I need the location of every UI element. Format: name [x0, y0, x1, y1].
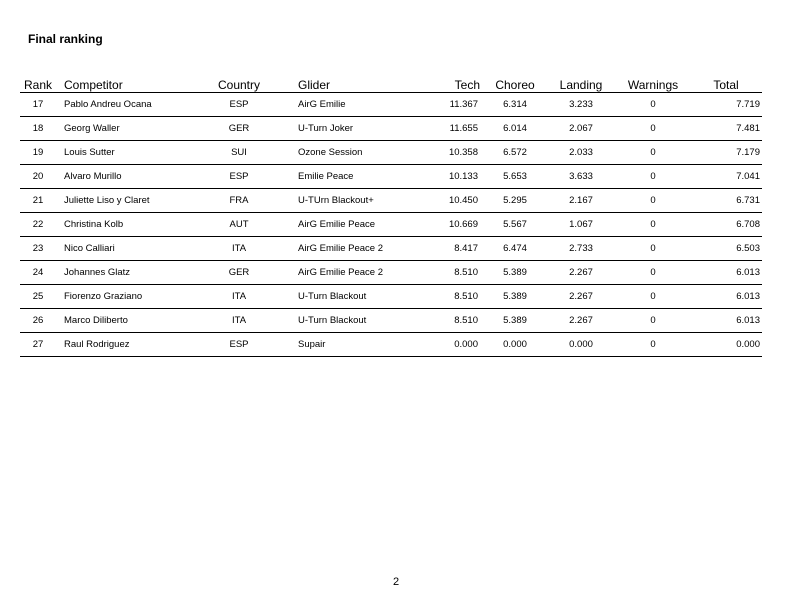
cell-tech: 0.000 [418, 333, 482, 357]
cell-warnings: 0 [614, 93, 692, 117]
cell-total: 0.000 [692, 333, 762, 357]
cell-glider: U-Turn Joker [274, 117, 418, 141]
cell-choreo: 5.295 [482, 189, 548, 213]
cell-country: ITA [204, 285, 274, 309]
table-row [20, 117, 762, 141]
column-header-total: Total [692, 76, 762, 93]
table-row [20, 261, 762, 285]
cell-country: ESP [204, 165, 274, 189]
cell-landing: 0.000 [548, 333, 614, 357]
cell-warnings: 0 [614, 165, 692, 189]
cell-glider: U-Turn Blackout [274, 309, 418, 333]
cell-competitor: Raul Rodriguez [56, 333, 204, 357]
cell-tech: 10.450 [418, 189, 482, 213]
cell-glider: U-TUrn Blackout+ [274, 189, 418, 213]
cell-tech: 10.669 [418, 213, 482, 237]
cell-choreo: 0.000 [482, 333, 548, 357]
cell-choreo: 6.314 [482, 93, 548, 117]
cell-total: 6.708 [692, 213, 762, 237]
cell-landing: 2.267 [548, 285, 614, 309]
column-header-landing: Landing [548, 76, 614, 93]
table-row [20, 189, 762, 213]
cell-rank: 17 [20, 93, 56, 117]
cell-total: 7.179 [692, 141, 762, 165]
column-header-warnings: Warnings [614, 76, 692, 93]
cell-tech: 8.417 [418, 237, 482, 261]
cell-competitor: Christina Kolb [56, 213, 204, 237]
cell-choreo: 6.572 [482, 141, 548, 165]
cell-total: 6.013 [692, 285, 762, 309]
cell-tech: 8.510 [418, 309, 482, 333]
cell-country: GER [204, 261, 274, 285]
cell-competitor: Pablo Andreu Ocana [56, 93, 204, 117]
cell-competitor: Johannes Glatz [56, 261, 204, 285]
cell-glider: U-Turn Blackout [274, 285, 418, 309]
cell-rank: 22 [20, 213, 56, 237]
cell-landing: 2.733 [548, 237, 614, 261]
cell-tech: 10.358 [418, 141, 482, 165]
cell-competitor: Louis Sutter [56, 141, 204, 165]
cell-glider: AirG Emilie Peace [274, 213, 418, 237]
table-row [20, 213, 762, 237]
column-header-glider: Glider [274, 76, 418, 93]
table-row [20, 237, 762, 261]
cell-landing: 2.267 [548, 261, 614, 285]
cell-tech: 8.510 [418, 261, 482, 285]
cell-rank: 21 [20, 189, 56, 213]
cell-rank: 27 [20, 333, 56, 357]
cell-landing: 2.167 [548, 189, 614, 213]
cell-landing: 3.233 [548, 93, 614, 117]
cell-choreo: 6.474 [482, 237, 548, 261]
column-header-rank: Rank [20, 76, 56, 93]
cell-landing: 2.033 [548, 141, 614, 165]
cell-glider: Emilie Peace [274, 165, 418, 189]
cell-country: ESP [204, 93, 274, 117]
cell-tech: 8.510 [418, 285, 482, 309]
cell-total: 6.731 [692, 189, 762, 213]
table-row [20, 93, 762, 117]
column-header-choreo: Choreo [482, 76, 548, 93]
cell-total: 7.481 [692, 117, 762, 141]
cell-warnings: 0 [614, 213, 692, 237]
cell-warnings: 0 [614, 333, 692, 357]
cell-choreo: 5.389 [482, 285, 548, 309]
cell-country: AUT [204, 213, 274, 237]
cell-rank: 25 [20, 285, 56, 309]
cell-glider: AirG Emilie [274, 93, 418, 117]
table-row [20, 309, 762, 333]
cell-country: ITA [204, 309, 274, 333]
cell-competitor: Fiorenzo Graziano [56, 285, 204, 309]
cell-rank: 20 [20, 165, 56, 189]
cell-warnings: 0 [614, 117, 692, 141]
cell-glider: Supair [274, 333, 418, 357]
cell-landing: 2.267 [548, 309, 614, 333]
cell-warnings: 0 [614, 141, 692, 165]
cell-warnings: 0 [614, 309, 692, 333]
cell-tech: 10.133 [418, 165, 482, 189]
cell-choreo: 5.653 [482, 165, 548, 189]
cell-warnings: 0 [614, 285, 692, 309]
page-title: Final ranking [28, 32, 103, 46]
cell-competitor: Juliette Liso y Claret [56, 189, 204, 213]
cell-landing: 3.633 [548, 165, 614, 189]
table-row [20, 285, 762, 309]
cell-rank: 23 [20, 237, 56, 261]
cell-choreo: 5.389 [482, 309, 548, 333]
page-number: 2 [392, 576, 400, 588]
cell-tech: 11.655 [418, 117, 482, 141]
cell-tech: 11.367 [418, 93, 482, 117]
cell-total: 7.041 [692, 165, 762, 189]
cell-rank: 24 [20, 261, 56, 285]
table-row [20, 165, 762, 189]
cell-warnings: 0 [614, 261, 692, 285]
cell-choreo: 6.014 [482, 117, 548, 141]
cell-country: FRA [204, 189, 274, 213]
cell-total: 6.013 [692, 261, 762, 285]
column-header-country: Country [204, 76, 274, 93]
cell-glider: AirG Emilie Peace 2 [274, 237, 418, 261]
cell-total: 6.503 [692, 237, 762, 261]
cell-warnings: 0 [614, 189, 692, 213]
cell-glider: AirG Emilie Peace 2 [274, 261, 418, 285]
table-row [20, 333, 762, 357]
cell-choreo: 5.567 [482, 213, 548, 237]
column-header-tech: Tech [418, 76, 482, 93]
ranking-body [20, 93, 762, 357]
cell-glider: Ozone Session [274, 141, 418, 165]
cell-rank: 26 [20, 309, 56, 333]
cell-country: ITA [204, 237, 274, 261]
cell-total: 7.719 [692, 93, 762, 117]
cell-country: GER [204, 117, 274, 141]
cell-rank: 19 [20, 141, 56, 165]
cell-competitor: Georg Waller [56, 117, 204, 141]
cell-warnings: 0 [614, 237, 692, 261]
cell-competitor: Alvaro Murillo [56, 165, 204, 189]
cell-total: 6.013 [692, 309, 762, 333]
cell-competitor: Marco Diliberto [56, 309, 204, 333]
cell-landing: 1.067 [548, 213, 614, 237]
column-header-competitor: Competitor [56, 76, 204, 93]
ranking-table [20, 76, 762, 357]
cell-landing: 2.067 [548, 117, 614, 141]
table-header-row [20, 76, 762, 93]
cell-rank: 18 [20, 117, 56, 141]
cell-country: SUI [204, 141, 274, 165]
cell-competitor: Nico Calliari [56, 237, 204, 261]
table-row [20, 141, 762, 165]
cell-choreo: 5.389 [482, 261, 548, 285]
cell-country: ESP [204, 333, 274, 357]
